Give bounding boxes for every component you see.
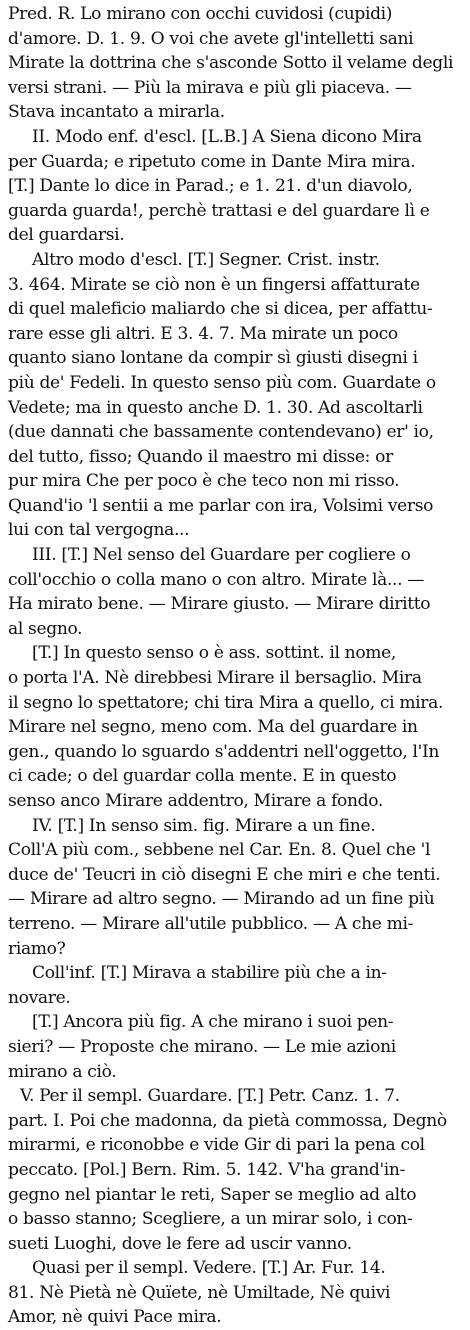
text-line: il segno lo spettatore; chi tira Mira a quello, ci mira.: [8, 692, 444, 713]
text-line: Amor, nè quivi Pace mira.: [8, 1307, 222, 1328]
section-heading-line: IV. [T.] In senso sim. fig. Mirare a un fine.: [32, 815, 376, 836]
text-line: Quand'io 'l sentii a me parlar con ira, Volsimi verso: [8, 495, 434, 516]
text-line: quanto siano lontane da compir sì giusti disegni i: [8, 348, 418, 369]
text-line: versi strani. — Più la mirava e più gli piaceva. —: [8, 77, 412, 98]
text-line: Stava incantato a mirarla.: [8, 102, 225, 123]
text-line: più de' Fedeli. In questo senso più com. Guardate o: [8, 372, 436, 393]
text-line: Mirare nel segno, meno com. Ma del guardare in: [8, 717, 418, 738]
text-line: mirano a ciò.: [8, 1061, 117, 1082]
text-line: guarda guarda!, perchè trattasi e del guardare lì e: [8, 200, 430, 221]
subsection-line: [T.] Ancora più fig. A che mirano i suoi pen-: [32, 1012, 394, 1033]
text-line: gegno nel piantar le reti, Saper se meglio ad alto: [8, 1184, 417, 1205]
text-line: coll'occhio o colla mano o con altro. Mirate là... —: [8, 569, 425, 590]
text-line: gen., quando lo sguardo s'addentri nell'oggetto, l'In: [8, 741, 440, 762]
text-line: — Mirare ad altro segno. — Mirando ad un fine più: [8, 889, 435, 910]
subsection-line: Coll'inf. [T.] Mirava a stabilire più che a in-: [32, 963, 387, 984]
subsection-line: [T.] In questo senso o è ass. sottint. il nome,: [32, 643, 396, 664]
text-line: Ha mirato bene. — Mirare giusto. — Mirare diritto: [8, 594, 431, 615]
text-line: riamo?: [8, 938, 66, 959]
text-line: sueti Luoghi, dove le fere ad uscir vanno.: [8, 1233, 352, 1254]
text-line: lui con tal vergogna...: [8, 520, 190, 541]
text-line: mirarmi, e riconobbe e vide Gir di pari la pena col: [8, 1135, 425, 1156]
section-heading-line: III. [T.] Nel senso del Guardare per cogliere o: [32, 545, 411, 566]
text-line: o porta l'A. Nè direbbesi Mirare il bersaglio. Mira: [8, 668, 422, 689]
text-line: (due dannati che bassamente contendevano) er' io,: [8, 422, 434, 443]
text-line: d'amore. D. 1. 9. O voi che avete gl'intelletti sani: [8, 28, 414, 49]
text-line: Pred. R. Lo mirano con occhi cuvidosi (cupidi): [8, 4, 393, 24]
text-line: Coll'A più com., sebbene nel Car. En. 8. Quel che 'l: [8, 840, 431, 861]
subsection-line: Quasi per il sempl. Vedere. [T.] Ar. Fur. 14.: [32, 1258, 386, 1279]
text-line: rare esse gli altri. E 3. 4. 7. Ma mirate un poco: [8, 323, 398, 344]
subsection-line: Altro modo d'escl. [T.] Segner. Crist. instr.: [32, 249, 380, 270]
text-line: peccato. [Pol.] Bern. Rim. 5. 142. V'ha grand'in-: [8, 1159, 406, 1180]
text-line: senso anco Mirare addentro, Mirare a fondo.: [8, 791, 383, 811]
text-line: ci cade; o del guardar colla mente. E in questo: [8, 766, 397, 787]
text-line: sieri? — Proposte che mirano. — Le mie azioni: [8, 1036, 396, 1057]
text-line: novare.: [8, 987, 71, 1008]
text-line: del guardarsi.: [8, 225, 125, 246]
text-line: 81. Nè Pietà nè Quïete, nè Umiltade, Nè quivi: [8, 1282, 391, 1303]
text-line: al segno.: [8, 618, 83, 639]
text-line: del tutto, fisso; Quando il maestro mi disse: or: [8, 446, 393, 467]
text-line: o basso stanno; Scegliere, a un mirar solo, i con-: [8, 1209, 413, 1230]
text-line: Mirate la dottrina che s'asconde Sotto il velame degli: [8, 53, 454, 74]
text-line: [T.] Dante lo dice in Parad.; e 1. 21. d'un diavolo,: [8, 176, 413, 197]
text-line: Vedete; ma in questo anche D. 1. 30. Ad ascoltarli: [8, 397, 423, 418]
text-line: terreno. — Mirare all'utile pubblico. — A che mi-: [8, 913, 414, 934]
section-heading-line: II. Modo enf. d'escl. [L.B.] A Siena dicono Mira: [32, 126, 422, 147]
text-line: di quel maleficio maliardo che si dicea, per affattu-: [8, 299, 433, 320]
section-heading-line: V. Per il sempl. Guardare. [T.] Petr. Canz. 1. 7.: [20, 1086, 400, 1107]
text-line: pur mira Che per poco è che teco non mi risso.: [8, 471, 400, 492]
text-line: 3. 464. Mirate se ciò non è un fingersi affatturate: [8, 274, 420, 295]
text-line: per Guarda; e ripetuto come in Dante Mira mira.: [8, 151, 416, 172]
text-line: part. I. Poi che madonna, da pietà commossa, Degnò: [8, 1110, 447, 1131]
text-line: duce de' Teucri in ciò disegni E che miri e che tenti.: [8, 864, 441, 885]
